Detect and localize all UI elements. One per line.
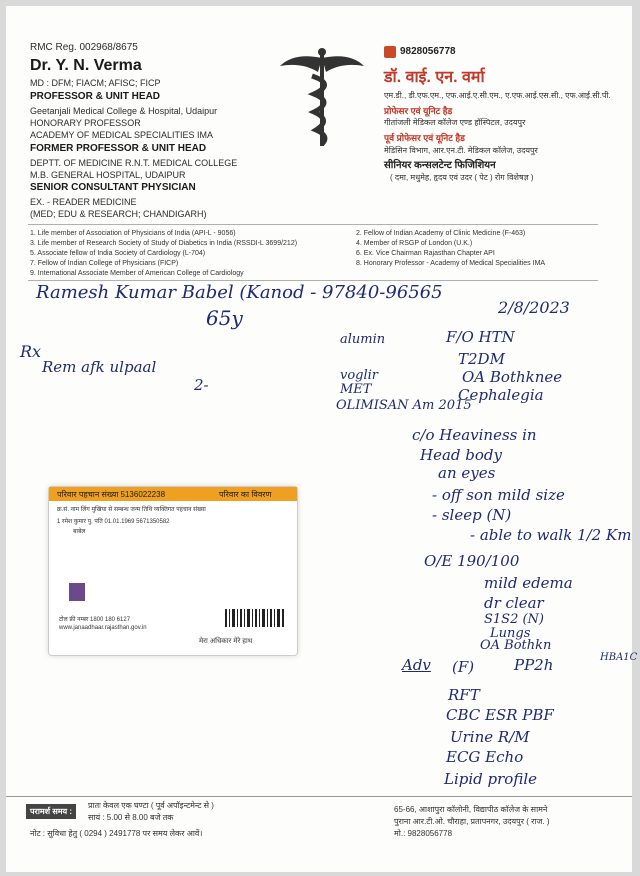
complaint-item: - sleep (N) [432,506,512,524]
rx-note: Rem afk ulpaal [42,358,157,376]
exam-item: Lungs [490,626,531,641]
history-item: T2DM [458,350,505,368]
ex-reader-line: EX. - READER MEDICINE [30,197,137,207]
rx-symbol: Rx [20,342,42,361]
members-divider [28,280,598,281]
membership-item: 4. Member of RSGP of London (U.K.) [356,240,473,247]
drug-item: alumin [340,332,386,347]
prescription-page [6,6,638,872]
exam-item: dr clear [484,594,544,612]
patient-name: Ramesh Kumar Babel (Kanod - 97840-96565 [36,282,443,303]
card-title: परिवार का विवरण [219,490,272,499]
header-divider [28,224,598,225]
visit-date: 2/8/2023 [498,298,570,317]
designation: PROFESSOR & UNIT HEAD [30,91,161,102]
drug-item: MET [340,382,372,397]
footer-line: नोट : सुविधा हेतु ( 0294 ) 2491778 पर समय लेकर आवें। [30,829,203,838]
college-hindi: गीतांजली मेडिकल कॉलेज एण्ड हॉस्पिटल, उदयपुर [384,118,526,127]
footer-divider [6,796,632,797]
department-hindi: मेडिसिन विभाग, आर.एन.टी. मेडिकल कॉलेज, उदयपुर [384,146,538,155]
exam-item: OA Bothkn [480,638,552,653]
advice-item: HBA1C [600,652,638,663]
rx-note-dash: 2- [194,376,209,394]
complaint-item: an eyes [438,464,496,482]
membership-item: 8. Honorary Professor - Academy of Medical Specialities IMA [356,260,546,267]
card-row: 1 रमेश कुमार पु. पति 01.01.1969 5671350582 [57,519,170,525]
patient-age: 65y [206,306,243,330]
complaint-item: Head body [420,446,502,464]
membership-item: 2. Fellow of Indian Academy of Clinic Medicine (F-463) [356,230,526,237]
deptt-line: DEPTT. OF MEDICINE R.N.T. MEDICAL COLLEGE [30,158,238,168]
consultant-title: SENIOR CONSULTANT PHYSICIAN [30,182,196,193]
advice-label: Adv [402,656,431,674]
complaint-item: - able to walk 1/2 Km [470,526,632,544]
advice-item: ECG Echo [446,748,524,766]
address-line: 65-66, आशापुरा कॉलोनी, विद्यापीठ कॉलेज के सामने [394,805,548,814]
membership-item: 1. Life member of Association of Physicians of India (API-L - 9056) [30,230,236,237]
advice-item: Urine R/M [450,728,530,746]
former-title: FORMER PROFESSOR & UNIT HEAD [30,143,207,154]
footer-line: सायं : 5.00 से 8.00 बजे तक [88,813,174,822]
exam-item: O/E 190/100 [424,552,520,570]
footer-line: प्रातः केवल एक घण्टा ( पूर्व अपॉइन्टमेन्ट से ) [88,801,214,810]
card-helpline: टोल फ्री नम्बर 1800 180 6127 [59,617,131,623]
card-website: www.janaadhaar.rajasthan.gov.in [59,625,147,631]
card-family-id: परिवार पहचान संख्या 5136022238 [57,490,166,499]
membership-item: 3. Life member of Research Society of Study of Diabetics in India (RSSDI-L 3699/212) [30,240,298,247]
doctor-name: Dr. Y. N. Verma [30,57,142,74]
designation-hindi: प्रोफेसर एवं यूनिट हैड [384,106,453,116]
academy-line: ACADEMY OF MEDICAL SPECIALITIES IMA [30,130,214,140]
degrees-hindi: एम.डी., डी.एफ.एम., एफ.आई.ए.सी.एम., ए.एफ.आई.एस.सी., एफ.आई.सी.पी. [384,91,611,100]
phone-number: 9828056778 [400,46,456,57]
membership-item: 6. Ex. Vice Chairman Rajasthan Chapter API [356,250,495,257]
history-item: Cephalegia [458,386,544,404]
consult-time-label: परामर्श समय : [26,804,76,819]
advice-item: PP2h [514,656,554,674]
history-item: OA Bothknee [462,368,563,386]
college-line: Geetanjali Medical College & Hospital, Udaipur [30,106,218,116]
former-title-hindi: पूर्व प्रोफेसर एवं यूनिट हैड [384,133,465,143]
phone-icon [384,46,396,58]
drug-item: OLIMISAN Am 2015 [336,398,472,413]
member-photo [69,583,85,601]
card-row-cont: बाबेल [73,529,86,535]
exam-item: mild edema [484,574,573,592]
med-edu-line: (MED; EDU & RESEARCH; CHANDIGARH) [30,209,207,219]
history-item: F/O HTN [446,328,515,346]
janaadhaar-card [48,486,298,656]
address-line: मो.: 9828056778 [394,829,453,838]
specialities-hindi: ( दमा, मधुमेह, हृदय एवं उदर ( पेट ) रोग विशेषज्ञ ) [390,173,534,182]
complaint-item: - off son mild size [432,486,565,504]
card-column-headers: क्र.सं. नाम लिंग मुखिया से सम्बन्ध जन्म तिथि व्यक्तिगत पहचान संख्या [57,507,206,513]
address-line: पुराना आर.टी.ओ. चौराहा, प्रतापनगर, उदयपुर ( राज. ) [394,817,550,826]
advice-item: RFT [448,686,480,704]
membership-item: 5. Associate fellow of India Society of Cardiology (L-704) [30,250,206,257]
advice-item: Lipid profile [444,770,538,788]
hospital-line: M.B. GENERAL HOSPITAL, UDAIPUR [30,170,186,180]
doctor-name-hindi: डॉ. वाई. एन. वर्मा [384,69,485,86]
membership-item: 7. Fellow of Indian College of Physicians (FICP) [30,260,179,267]
consultant-hindi: सीनियर कन्सलटेन्ट फिजिशियन [384,160,496,171]
registration-number: RMC Reg. 002968/8675 [30,42,138,53]
barcode [225,609,287,627]
card-slogan: मेरा अधिकार मेरे हाथ [199,638,253,645]
caduceus-logo [274,46,370,150]
degrees: MD : DFM; FIACM; AFISC; FICP [30,78,161,88]
advice-item: (F) [452,658,475,676]
membership-item: 9. International Associate Member of American College of Cardiology [30,270,244,277]
complaint-item: c/o Heaviness in [412,426,537,444]
drug-item: voglir [340,368,379,383]
honorary-title: HONORARY PROFESSOR [30,118,141,128]
advice-item: CBC ESR PBF [446,706,554,724]
exam-item: S1S2 (N) [484,612,545,627]
